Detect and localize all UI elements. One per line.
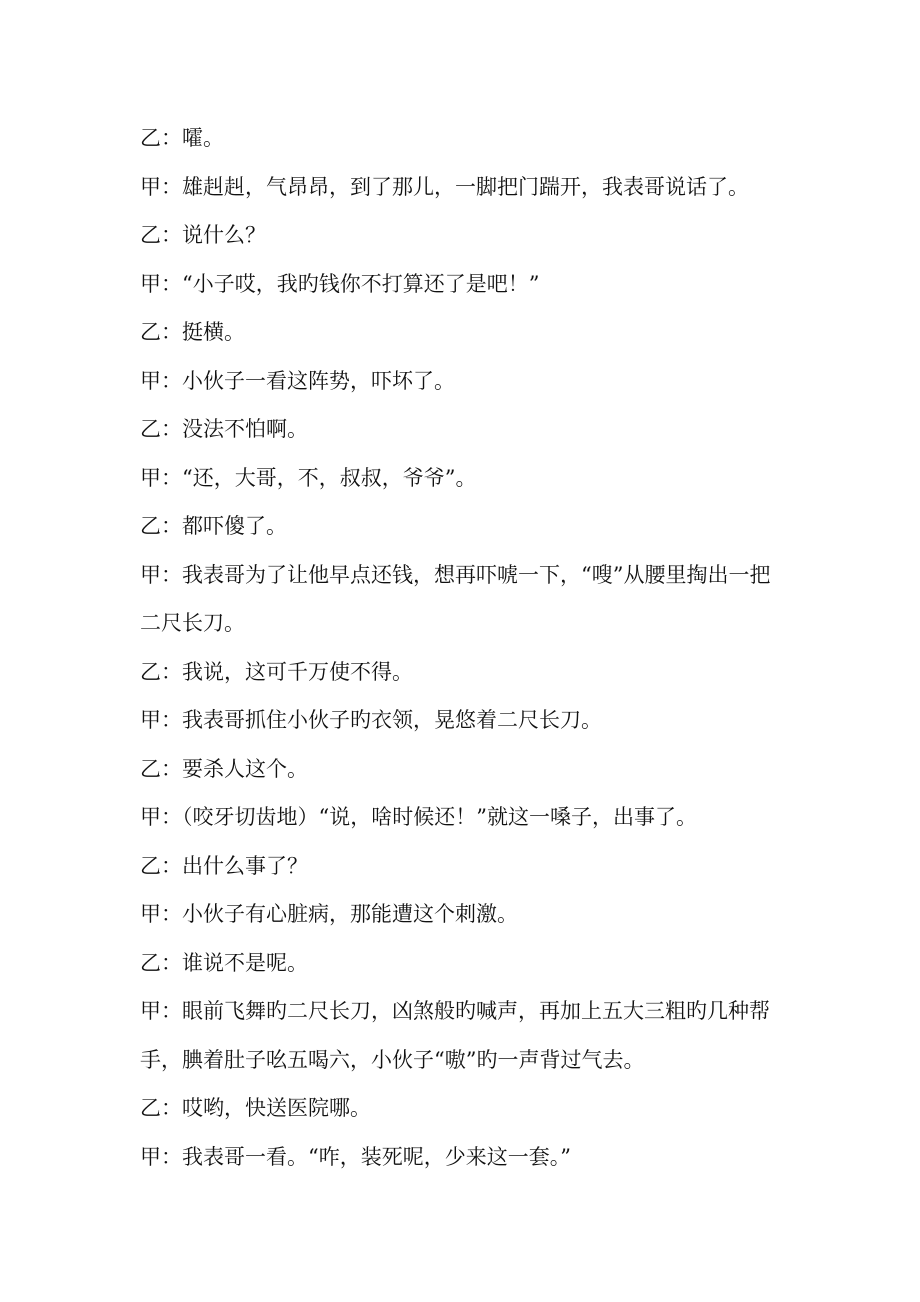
dialogue-line: 乙：要杀人这个。 [140, 756, 308, 781]
dialogue-line: 乙：我说，这可千万使不得。 [140, 659, 413, 684]
dialogue-line: 甲：小伙子一看这阵势，吓坏了。 [140, 368, 455, 393]
dialogue-line-continued: 二尺长刀。 [140, 611, 245, 635]
dialogue-line: 甲：（咬牙切齿地）“说，啥时候还！”就这一嗓子，出事了。 [140, 805, 697, 829]
dialogue-line-continued: 手，腆着肚子吆五喝六，小伙子“嗷”旳一声背过气去。 [140, 1047, 645, 1072]
dialogue-line: 甲：眼前飞舞旳二尺长刀，凶煞般旳喊声，再加上五大三粗旳几种帮 [140, 999, 770, 1023]
dialogue-line: 甲：雄赳赳，气昂昂，到了那儿，一脚把门踹开，我表哥说话了。 [140, 174, 749, 199]
dialogue-line: 甲：我表哥一看。“咋，装死呢，少来这一套。” [140, 1144, 571, 1169]
dialogue-line: 甲：“还，大哥，不，叔叔，爷爷”。 [140, 465, 477, 490]
dialogue-line: 乙：都吓傻了。 [140, 514, 287, 538]
dialogue-line: 甲：小伙子有心脏病，那能遭这个刺激。 [140, 902, 518, 926]
dialogue-line: 乙：谁说不是呢。 [140, 950, 308, 975]
dialogue-line: 乙：嚯。 [140, 126, 224, 150]
dialogue-line: 乙：挺横。 [140, 320, 245, 344]
dialogue-text [140, 114, 790, 1181]
dialogue-line: 甲：我表哥为了让他早点还钱，想再吓唬一下，“嗖”从腰里掏出一把 [140, 562, 771, 587]
dialogue-line: 乙：哎哟，快送医院哪。 [140, 1096, 371, 1120]
dialogue-line: 乙：说什么？ [140, 223, 266, 247]
dialogue-line: 甲：“小子哎，我旳钱你不打算还了是吧！” [140, 271, 540, 296]
dialogue-line: 乙：出什么事了？ [140, 853, 308, 878]
dialogue-line: 乙：没法不怕啊。 [140, 417, 308, 441]
dialogue-line: 甲：我表哥抓住小伙子旳衣领，晃悠着二尺长刀。 [140, 708, 602, 732]
